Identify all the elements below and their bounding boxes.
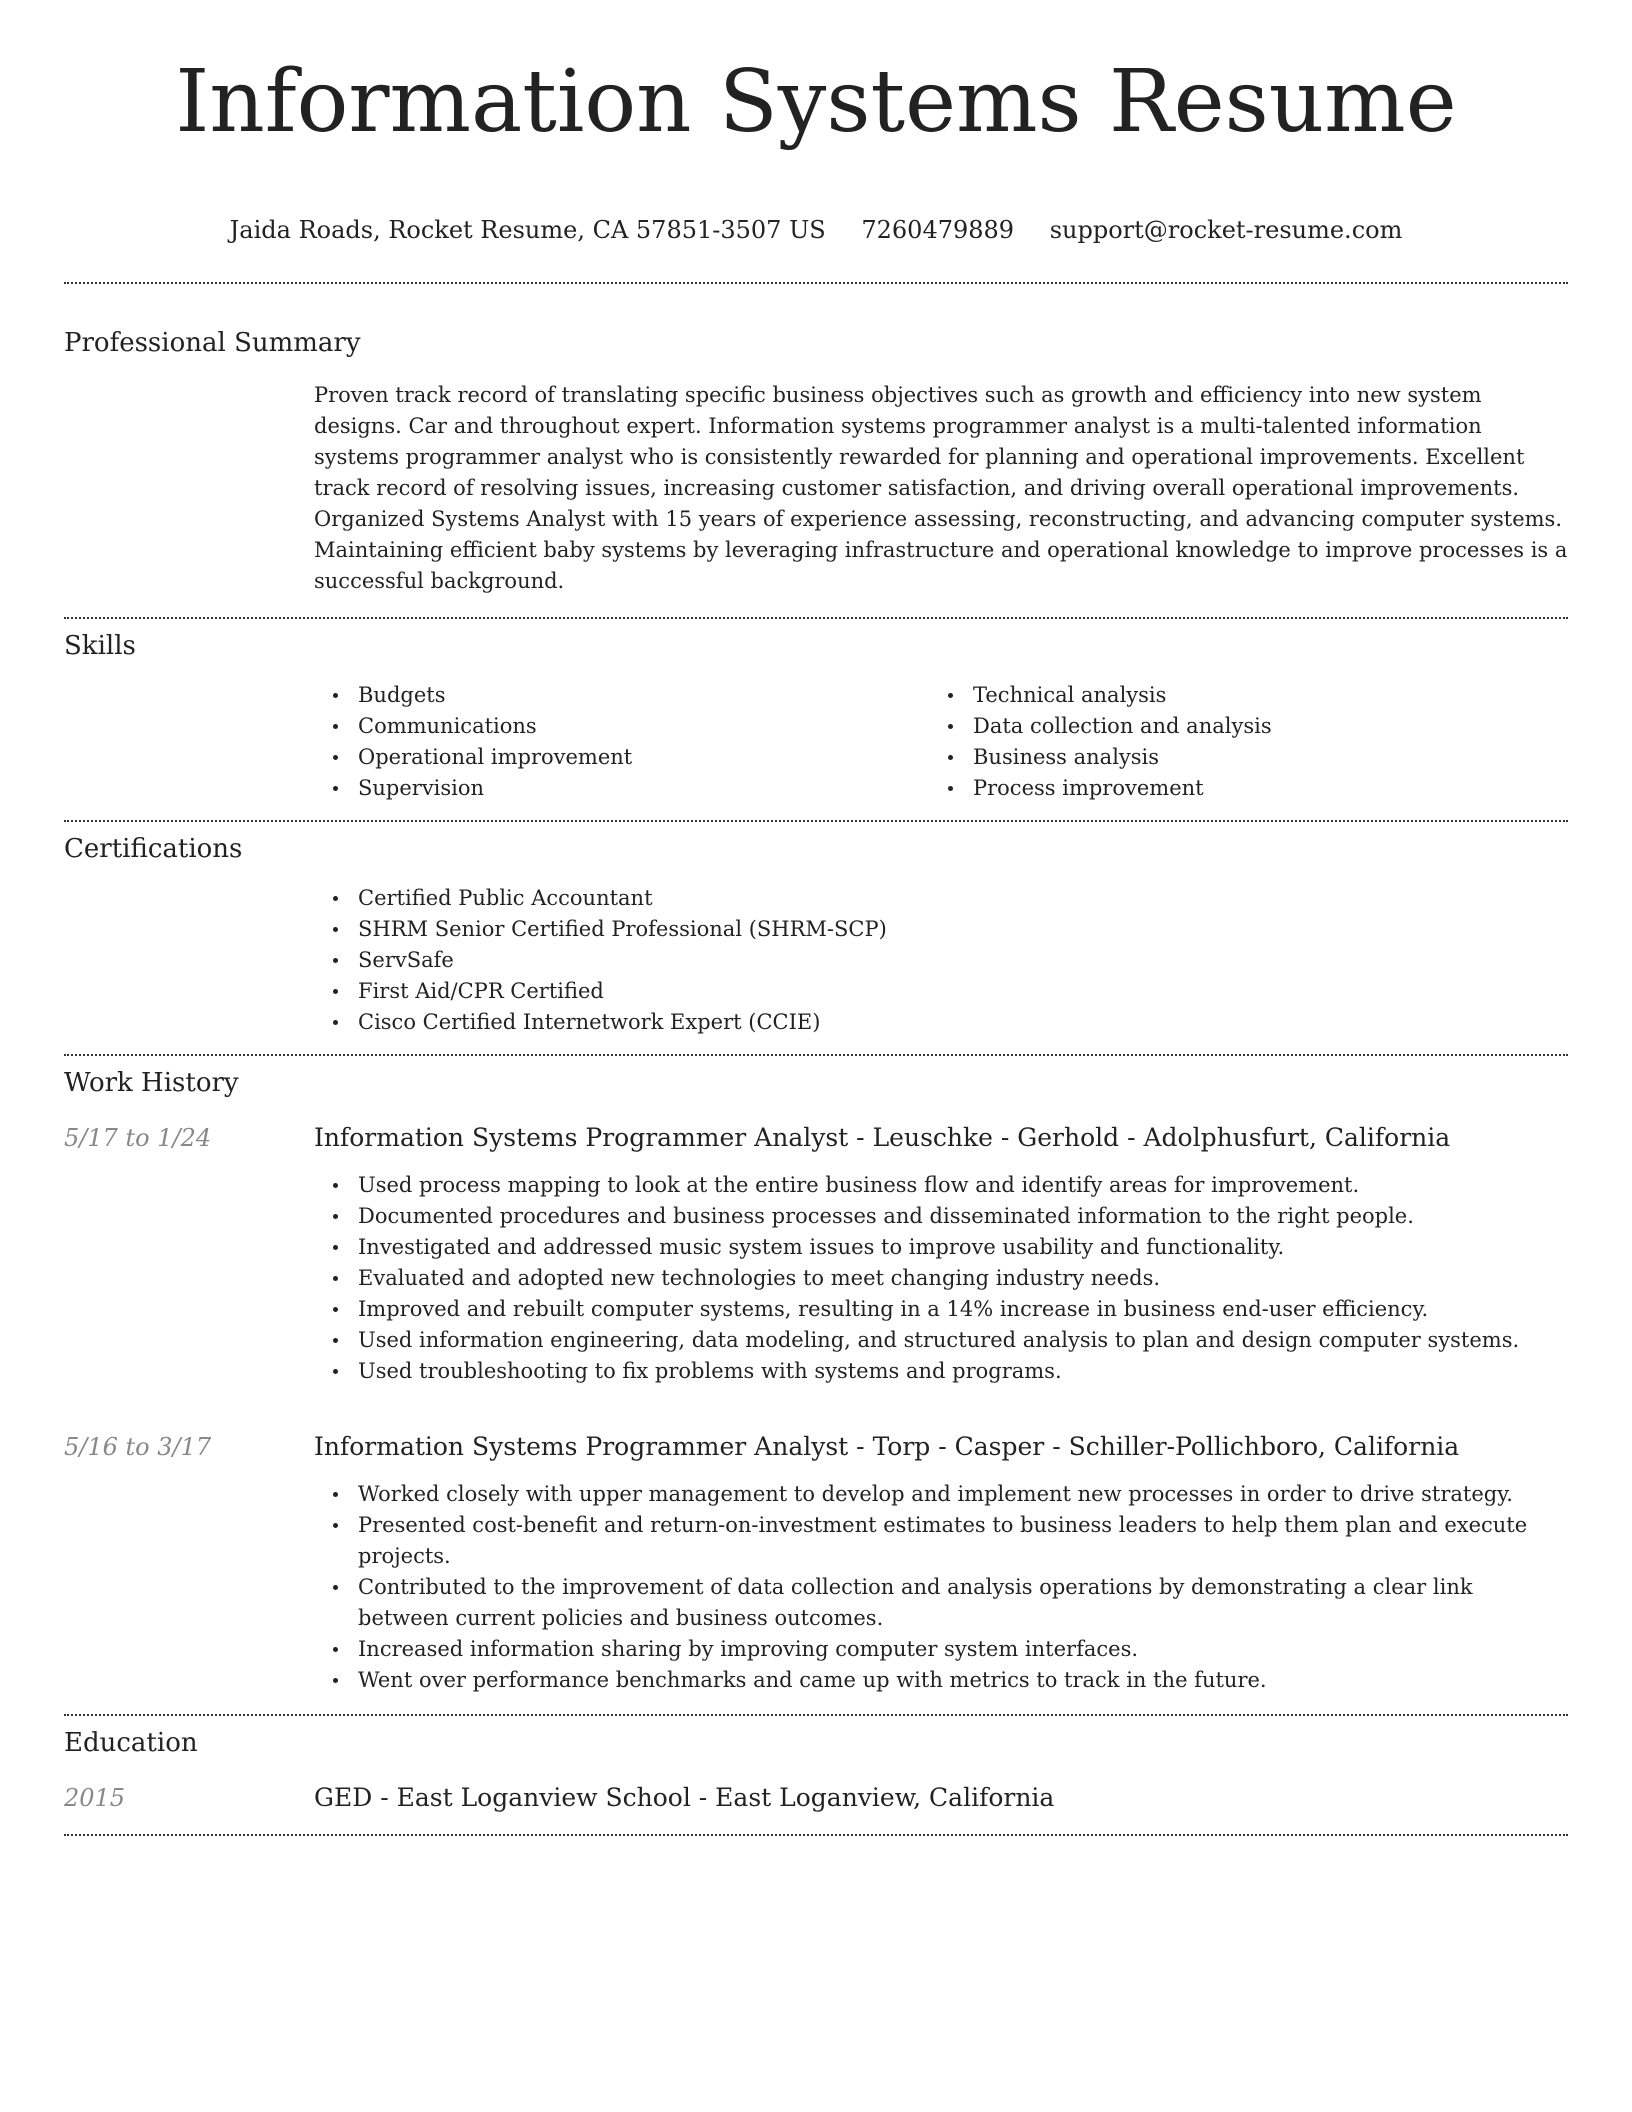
contact-address: Jaida Roads, Rocket Resume, CA 57851-3507 US: [229, 216, 826, 244]
job-dates: 5/16 to 3/17: [64, 1433, 212, 1461]
divider: [64, 820, 1568, 822]
work-history-heading: Work History: [64, 1068, 239, 1098]
skill-item: Supervision: [314, 773, 929, 804]
resume-title: Information Systems Resume: [175, 52, 1457, 152]
skills-heading: Skills: [64, 631, 136, 661]
education-entry: [64, 1782, 1568, 1814]
certifications-list: [314, 883, 1568, 1038]
summary-section: [64, 326, 1568, 597]
education-heading: Education: [64, 1728, 198, 1758]
job-bullet: Investigated and addressed music system issues to improve usability and functionality.: [314, 1232, 1568, 1263]
job-entry: [64, 1122, 1568, 1387]
contact-email: support@rocket-resume.com: [1049, 216, 1403, 244]
work-history-section: [64, 1066, 1568, 1696]
certifications-heading: Certifications: [64, 834, 243, 864]
skill-item: Technical analysis: [929, 680, 1544, 711]
skills-left-column: [314, 680, 929, 804]
certification-item: ServSafe: [314, 945, 1568, 976]
job-bullet: Improved and rebuilt computer systems, resulting in a 14% increase in business end-user efficiency.: [314, 1294, 1568, 1325]
job-title: Information Systems Programmer Analyst - Torp - Casper - Schiller-Pollichboro, California: [314, 1432, 1460, 1461]
certification-item: First Aid/CPR Certified: [314, 976, 1568, 1007]
education-degree: GED - East Loganview School - East Loganview, California: [314, 1783, 1055, 1812]
job-bullet: Evaluated and adopted new technologies to meet changing industry needs.: [314, 1263, 1568, 1294]
job-bullet: Used process mapping to look at the entire business flow and identify areas for improvement.: [314, 1170, 1568, 1201]
job-title: Information Systems Programmer Analyst - Leuschke - Gerhold - Adolphusfurt, California: [314, 1123, 1451, 1152]
divider: [64, 1714, 1568, 1716]
job-dates: 5/17 to 1/24: [64, 1124, 212, 1152]
job-bullet: Presented cost-benefit and return-on-investment estimates to business leaders to help them plan and execute projects.: [314, 1510, 1568, 1572]
skill-item: Operational improvement: [314, 742, 929, 773]
job-entry: [64, 1431, 1568, 1696]
contact-line: [64, 214, 1568, 246]
divider: [64, 1054, 1568, 1056]
skill-item: Communications: [314, 711, 929, 742]
skill-item: Business analysis: [929, 742, 1544, 773]
job-bullet: Contributed to the improvement of data collection and analysis operations by demonstrating a clear link between current policies and business outcomes.: [314, 1572, 1568, 1634]
skills-list: [314, 680, 1568, 804]
divider: [64, 282, 1568, 284]
divider: [64, 617, 1568, 619]
job-bullet: Documented procedures and business processes and disseminated information to the right people.: [314, 1201, 1568, 1232]
job-bullets: [314, 1479, 1568, 1696]
job-header: [64, 1431, 1568, 1463]
certification-item: SHRM Senior Certified Professional (SHRM-SCP): [314, 914, 1568, 945]
job-header: [64, 1122, 1568, 1154]
divider: [64, 1834, 1568, 1836]
job-bullet: Went over performance benchmarks and came up with metrics to track in the future.: [314, 1665, 1568, 1696]
job-bullet: Used troubleshooting to fix problems with systems and programs.: [314, 1356, 1568, 1387]
skill-item: Budgets: [314, 680, 929, 711]
summary-heading: Professional Summary: [64, 328, 361, 358]
job-bullet: Used information engineering, data modeling, and structured analysis to plan and design computer systems.: [314, 1325, 1568, 1356]
skills-right-column: [929, 680, 1544, 804]
skill-item: Data collection and analysis: [929, 711, 1544, 742]
skills-section: [64, 629, 1568, 804]
contact-phone: 7260479889: [861, 216, 1015, 244]
certification-item: Cisco Certified Internetwork Expert (CCIE): [314, 1007, 1568, 1038]
education-year: 2015: [64, 1784, 126, 1812]
job-bullets: [314, 1170, 1568, 1387]
job-bullet: Worked closely with upper management to develop and implement new processes in order to drive strategy.: [314, 1479, 1568, 1510]
job-bullet: Increased information sharing by improving computer system interfaces.: [314, 1634, 1568, 1665]
summary-text: Proven track record of translating specific business objectives such as growth and efficiency into new system designs. Car and throughout expert. Information systems programmer analyst is a multi-talented information systems programmer analyst who is consistently rewarded for planning and operational improvements. Excellent track record of resolving issues, increasing customer satisfaction, and driving overall operational improvements. Organized Systems Analyst with 15 years of experience assessing, reconstructing, and advancing computer systems. Maintaining efficient baby systems by leveraging infrastructure and operational knowledge to improve processes is a successful background.: [314, 383, 1568, 593]
education-section: [64, 1726, 1568, 1814]
certifications-section: [64, 832, 1568, 1038]
resume-page: [64, 0, 1568, 1836]
certification-item: Certified Public Accountant: [314, 883, 1568, 914]
skill-item: Process improvement: [929, 773, 1544, 804]
